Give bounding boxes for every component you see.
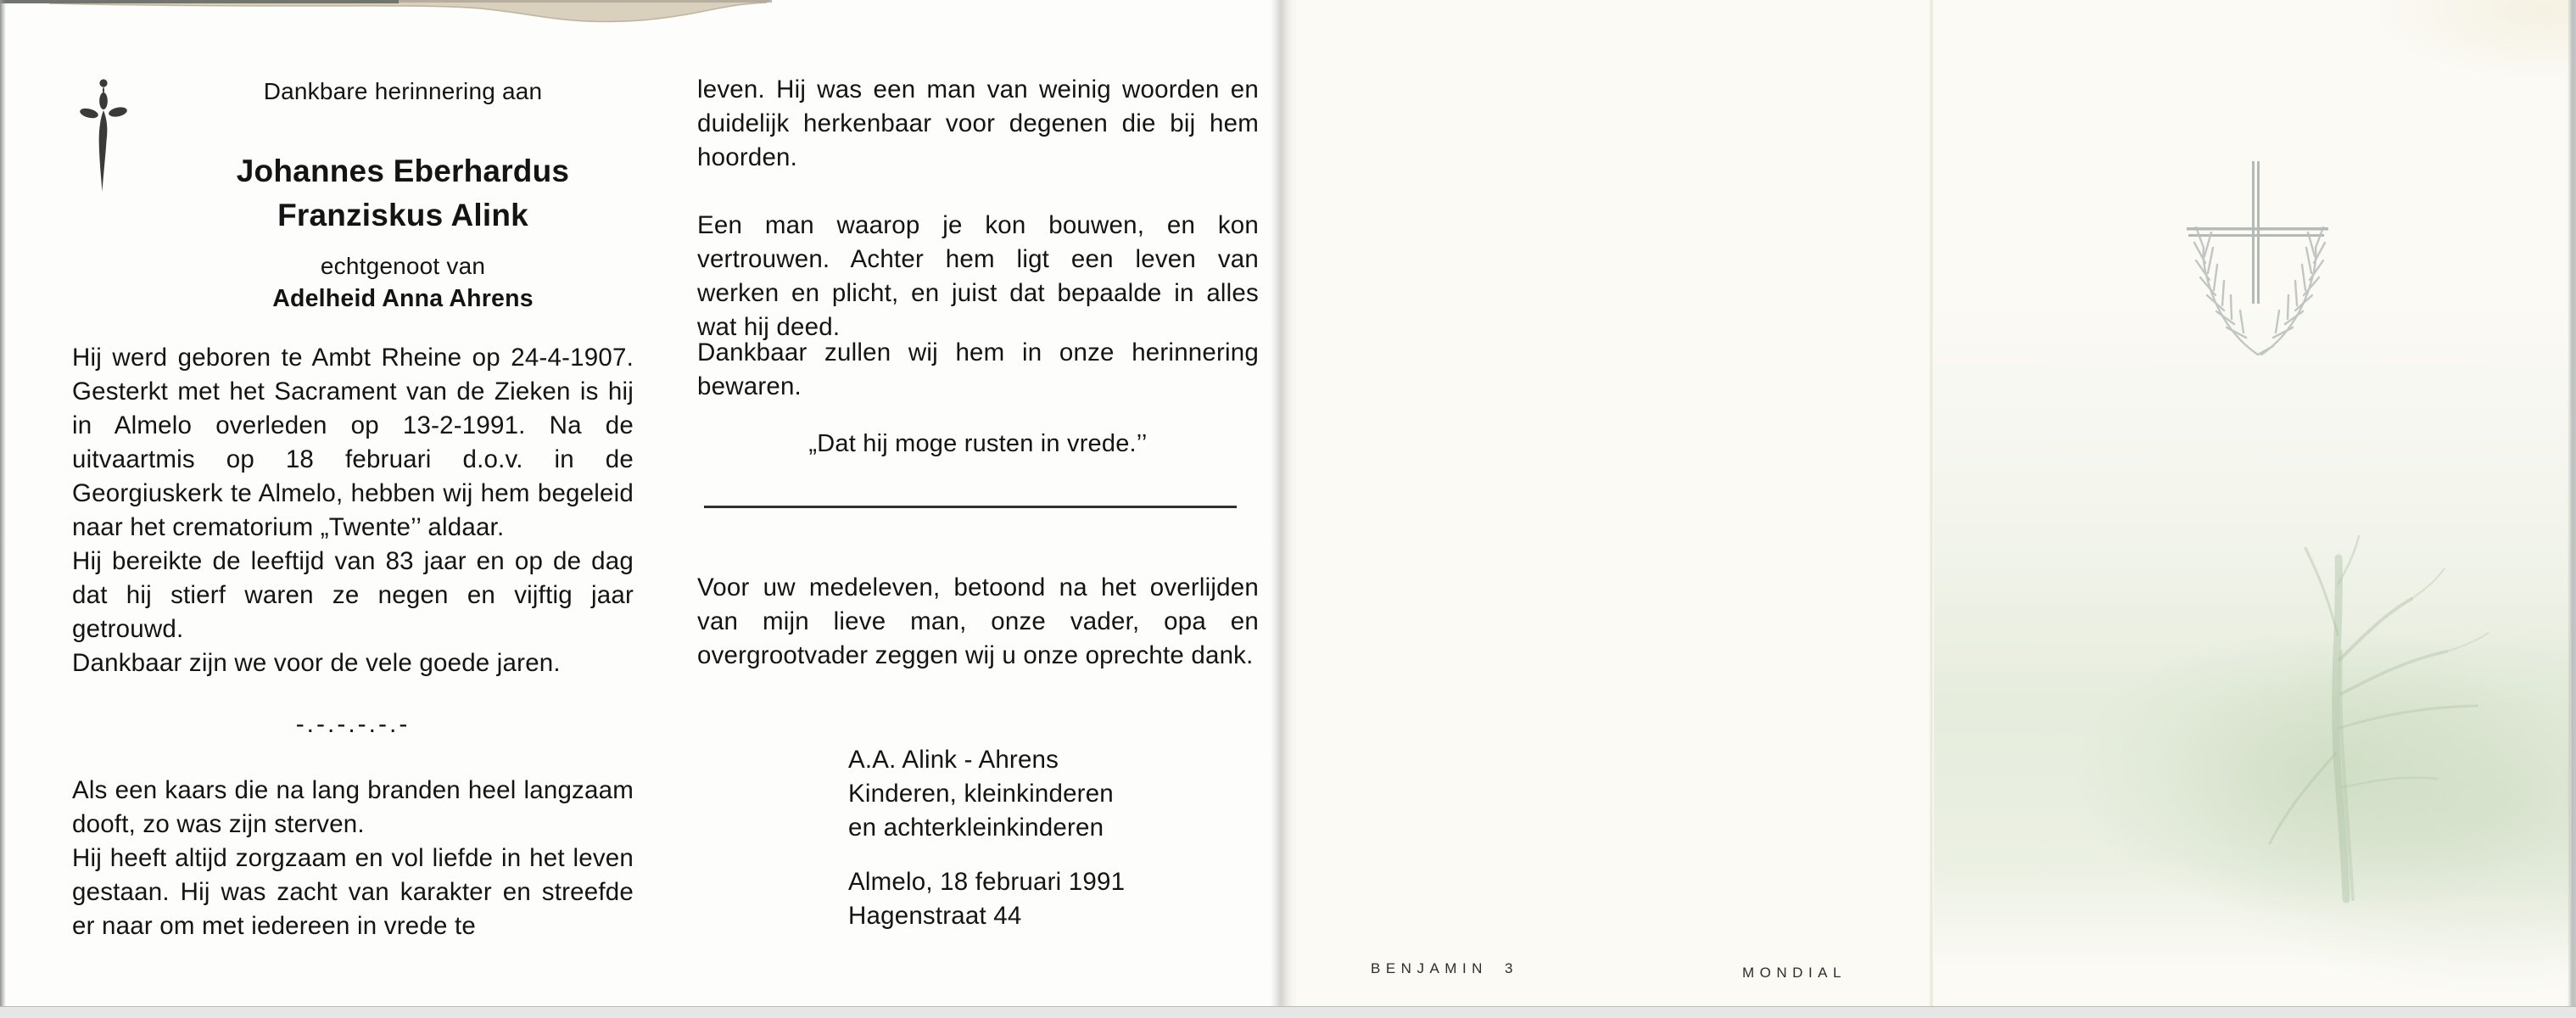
signature-block [848,743,1272,845]
paragraph-remember: Dankbaar zullen wij hem in onze herinnering bewaren. [697,338,1259,400]
cross-and-laurel-icon [2170,151,2350,365]
place-date-line: Almelo, 18 februari 1991 [848,868,1126,896]
paragraph-marriage: Hij bereikte de leeftijd van 83 jaar en op de dag dat hij stierf waren ze negen en vijftig jaar getrouwd. [72,547,634,643]
place-date-block [848,865,1272,933]
rest-in-peace-quote: „Dat hij moge rusten in vrede.’’ [808,430,1148,457]
biography-block [72,341,634,680]
printer-imprint-name: BENJAMIN [1371,960,1488,976]
crucifix-icon [78,75,129,202]
card-gap-shadow [1271,0,1296,1006]
paragraph-gratitude: Voor uw medeleven, betoond na het overlijden van mijn lieve man, onze vader, opa en overgrootvader zeggen wij u onze oprechte dank. [697,573,1259,669]
signature-children: Kinderen, kleinkinderen [848,780,1114,808]
deceased-name-line2: Franziskus Alink [277,198,528,232]
paragraph-character: Hij heeft altijd zorgzaam en vol liefde in het leven gestaan. Hij was zacht van karakter en streefde er naar om met iedereen in vrede te [72,844,634,940]
signature-greatgrandchildren: en achterkleinkinderen [848,814,1104,842]
dash-separator: -.-.-.-.-.- [295,710,411,738]
signature-widow: A.A. Alink - Ahrens [848,746,1059,774]
printer-imprint-number: 3 [1504,960,1513,976]
scan-top-edge [0,0,399,3]
scan-bottom-edge [0,1006,2576,1018]
paragraph-candle: Als een kaars die na lang branden heel langzaam dooft, zo was zijn sterven. [72,776,634,838]
deceased-name [127,149,679,238]
tree-watercolor-image [2204,533,2570,925]
printer-imprint [1371,960,1512,977]
paragraph-reliable: Een man waarop je kon bouwen, en kon vertrouwen. Achter hem ligt een leven van werken en plicht, en juist dat bepaalde in alles wat hij deed. [697,211,1259,341]
relation-label: echtgenoot van [320,253,486,279]
deceased-name-line1: Johannes Eberhardus [236,154,570,188]
horizontal-divider [704,506,1237,508]
address-line: Hagenstraat 44 [848,902,1022,930]
scan-right-edge [2568,0,2576,1006]
memorial-header: Dankbare herinnering aan [263,78,543,104]
paragraph-few-words: leven. Hij was een man van weinig woorden en duidelijk herkenbaar voor degenen die bij hem hoorden. [697,76,1259,171]
paragraph-thanks: Dankbaar zijn we voor de vele goede jaren. [72,649,561,677]
eulogy-block-left [72,774,634,943]
torn-paper-edge [15,0,772,25]
spouse-name: Adelheid Anna Ahrens [272,285,534,312]
scan-top-edge-light [399,0,772,3]
scan-left-edge [0,0,6,1006]
brand-imprint: MONDIAL [1742,965,1847,981]
paragraph-birth-death: Hij werd geboren te Ambt Rheine op 24-4-1907. Gesterkt met het Sacrament van de Zieken is hij in Almelo overleden op 13-2-1991. Na de uitvaartmis op 18 februari d.o.v. in de Georgiuskerk te Almelo, hebben wij hem begeleid naar het crematorium „Twente’’ aldaar. [72,344,634,541]
